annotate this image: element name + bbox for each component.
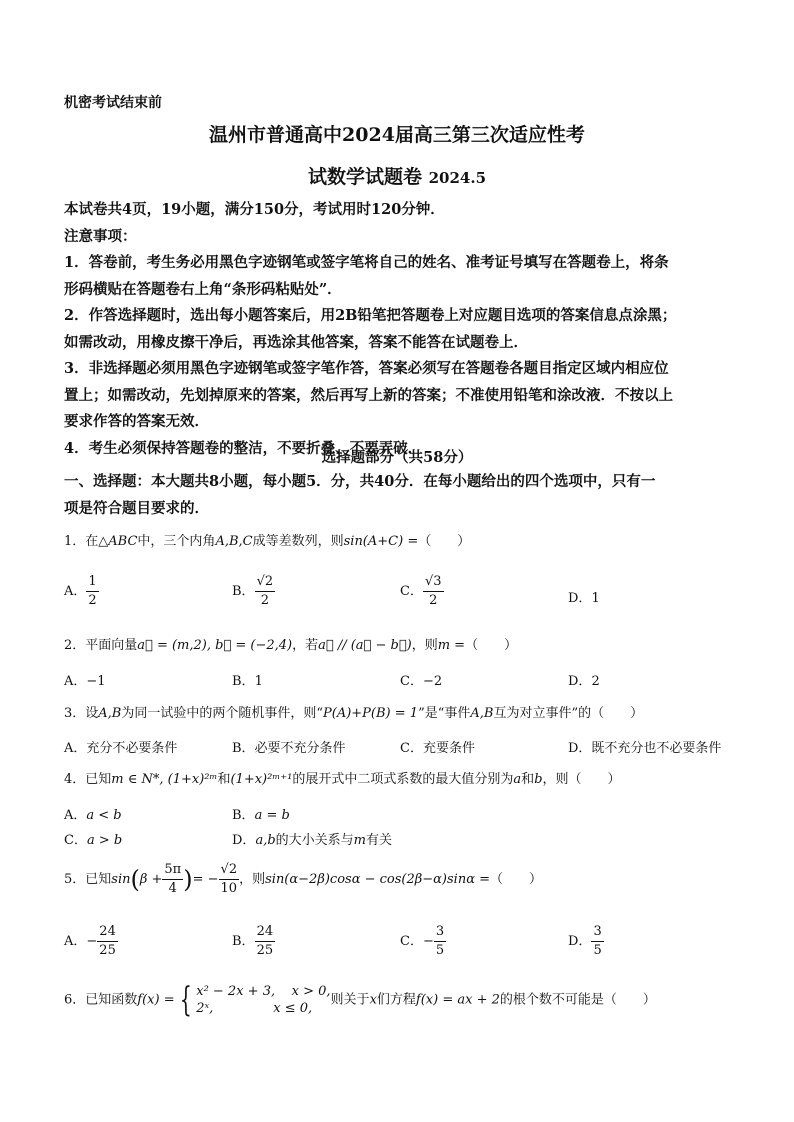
fraction — [255, 923, 276, 960]
note-2-line1: 2．作答选择题时，选出每小题答案后，用2B铅笔把答题卷上对应题目选项的答案信息点涂黑； — [64, 307, 677, 324]
note-1-line2: 形码横贴在答题卷右上角“条形码粘贴处”． — [64, 280, 342, 298]
q3-vars: A,B — [98, 706, 122, 721]
q5-fraction — [162, 861, 183, 898]
q1-text-post: 成等差数列，则 — [252, 534, 344, 549]
q1-option-a — [64, 573, 99, 610]
q1-text-mid: 中，三个内角 — [137, 534, 216, 549]
q4-and: 和 — [217, 772, 231, 787]
q4-expr2: (1+x)²ᵐ⁺¹ — [230, 772, 293, 787]
q6-eq: f(x) = ax + 2 — [415, 992, 500, 1008]
confidential-label: 机密考试结束前 — [64, 95, 162, 111]
section-intro — [64, 469, 736, 522]
q1-vars: A,B,C — [215, 534, 253, 549]
denominator: 2 — [260, 593, 269, 608]
q4-option-d — [232, 829, 392, 848]
q6-piece-2 — [196, 1000, 330, 1017]
q6-piecewise — [196, 983, 330, 1017]
q5-eq: = − — [192, 872, 219, 887]
option-label: B． — [232, 808, 255, 823]
option-label: D． — [568, 934, 592, 949]
option-value: 2 — [591, 674, 600, 689]
denominator: 25 — [99, 943, 116, 958]
fraction — [423, 573, 444, 610]
exam-title-line1: 温州市普通高中2024届高三第三次适应性考 — [209, 124, 585, 146]
q3-option-b: B．必要不充分条件 — [232, 741, 346, 756]
q2-vectors: a⃗ = (m,2), b⃗ = (−2,4) — [137, 638, 293, 653]
numerator: 3 — [434, 923, 446, 942]
q4-option-c — [64, 829, 122, 848]
q6-piece-1 — [196, 983, 330, 1000]
option-label: C． — [400, 584, 423, 599]
q4-text-post: ，则（ ） — [542, 772, 621, 787]
q5-text-mid: ，则 — [239, 872, 266, 887]
q5-right-paren: ) — [183, 865, 193, 894]
numerator: 24 — [97, 923, 118, 942]
option-value: a = b — [254, 808, 290, 823]
option-label: D． — [568, 674, 592, 689]
q3-text: 3．设 — [64, 706, 99, 721]
fraction — [97, 923, 118, 960]
option-label: A． — [64, 584, 87, 599]
numerator: 1 — [86, 573, 98, 592]
q6-text-post: 的根个数不可能是（ ） — [499, 992, 656, 1008]
q1-expr: sin(A+C) = — [343, 534, 419, 549]
option-value: 1 — [591, 591, 600, 606]
q4-text-mid: 的展开式中二项式系数的最大值分别为 — [292, 772, 514, 787]
option-label: C． — [400, 934, 423, 949]
q5-blank: （ ） — [490, 872, 543, 887]
denominator: 5 — [593, 943, 602, 958]
note-1-line1: 1．答卷前，考生务必用黑色字迹钢笔或签字笔将自己的姓名、准考证号填写在答题卷上，将条 — [64, 254, 669, 271]
q2-text: 2．平面向量 — [64, 638, 138, 653]
option-label: B． — [232, 584, 255, 599]
option-vars: a,b — [255, 833, 276, 848]
q4-text: 4．已知 — [64, 772, 112, 787]
denominator: 2 — [429, 593, 438, 608]
q3-text-post: 互为对立事件”的（ ） — [493, 706, 644, 721]
q3-option-c: C．充要条件 — [400, 741, 475, 756]
q5-text: 5．已知 — [64, 872, 112, 887]
numerator: √2 — [219, 861, 240, 880]
q3-text-mid2: ”是“事件 — [418, 706, 471, 721]
q5-left-paren: ( — [130, 865, 140, 894]
option-label: A． — [64, 934, 87, 949]
fraction — [255, 573, 276, 610]
section-intro-line2: 项是符合题目要求的． — [64, 499, 209, 517]
q4-option-a — [64, 804, 122, 823]
denominator: 4 — [168, 881, 177, 896]
q2-condition: a⃗ // (a⃗ − b⃗) — [318, 638, 412, 653]
instructions — [64, 197, 736, 462]
question-5-stem — [64, 861, 542, 898]
q2-text-post: ，则 — [411, 638, 438, 653]
q4-b: b — [534, 772, 543, 787]
option-value: 1 — [254, 674, 263, 689]
q2-m: m = — [437, 638, 466, 653]
q1-triangle: ABC — [108, 534, 138, 549]
numerator: √3 — [423, 573, 444, 592]
q4-option-b — [232, 804, 290, 823]
q5-option-c — [400, 923, 446, 960]
q3-option-d: D．既不充分也不必要条件 — [568, 741, 722, 756]
q1-option-d — [568, 587, 600, 606]
question-6-stem — [64, 980, 656, 1020]
numerator: 24 — [255, 923, 276, 942]
q6-text-mid2: 们方程 — [376, 992, 416, 1008]
q3-text-mid: 为同一试验中的两个随机事件，则“ — [121, 706, 324, 721]
q2-option-a — [64, 670, 106, 689]
q6-f: f(x) = — [137, 992, 175, 1008]
note-4: 4．考生必须保持答题卷的整洁，不要折叠、不要弄破． — [64, 439, 423, 457]
q3-option-a: A．充分不必要条件 — [64, 741, 178, 756]
option-sign: − — [422, 934, 434, 949]
fraction — [434, 923, 446, 960]
q2-option-d — [568, 670, 600, 689]
q5-option-b — [232, 923, 275, 960]
section-intro-line1: 一、选择题：本大题共8小题，每小题5．分，共40分．在每小题给出的四个选项中，只有一 — [64, 473, 656, 490]
question-1-stem — [64, 530, 470, 549]
option-label: B． — [232, 674, 255, 689]
question-3-stem — [64, 702, 643, 721]
question-2-stem — [64, 634, 517, 653]
option-label: D． — [568, 591, 592, 606]
q1-option-b — [232, 573, 275, 610]
denominator: 2 — [88, 593, 97, 608]
piece-expr: x² − 2x + 3, — [196, 984, 276, 999]
denominator: 25 — [256, 943, 274, 958]
q2-blank: （ ） — [465, 638, 518, 653]
q2-option-c — [400, 670, 442, 689]
option-tail: 有关 — [366, 833, 393, 848]
option-value: a > b — [86, 833, 123, 848]
q6-text: 6．已知函数 — [64, 992, 138, 1008]
option-label: B． — [232, 934, 255, 949]
q3-expr: P(A)+P(B) = 1 — [323, 706, 419, 721]
q6-text-mid: 则关于 — [330, 992, 370, 1008]
option-m: m — [353, 833, 366, 848]
option-label: C． — [400, 674, 423, 689]
option-label: A． — [64, 808, 87, 823]
q5-beta: β + — [139, 872, 163, 887]
denominator: 5 — [435, 943, 445, 958]
note-3-line2: 置上；如需改动，先划掉原来的答案，然后再写上新的答案；不准使用铅笔和涂改液．不按以上 — [64, 386, 673, 404]
q5-expr: sin(α−2β)cosα − cos(2β−α)sinα = — [265, 872, 491, 887]
note-2-line2: 如需改动，用橡皮擦干净后，再选涂其他答案，答案不能答在试题卷上． — [64, 333, 528, 351]
option-sign: − — [86, 934, 98, 949]
q1-option-c — [400, 573, 444, 610]
note-3-line1: 3．非选择题必须用黑色字迹钢笔或签字笔作答，答案必须写在答题卷各题目指定区域内相应位 — [64, 360, 669, 377]
numerator: √2 — [255, 573, 276, 592]
denominator: 10 — [220, 881, 238, 896]
q3-vars2: A,B — [470, 706, 494, 721]
q1-text: 1．在△ — [64, 534, 109, 549]
piece-cond: x > 0, — [291, 984, 331, 999]
option-value: −1 — [86, 674, 106, 689]
option-label: D． — [232, 833, 256, 848]
q6-x: x — [369, 992, 377, 1008]
piece-cond: x ≤ 0, — [273, 1001, 313, 1016]
q6-brace: { — [179, 980, 192, 1020]
q5-option-d — [568, 923, 604, 960]
section-title: 选择题部分（共58分） — [321, 449, 473, 466]
q4-expr: m ∈ N*, (1+x)²ᵐ — [111, 772, 218, 787]
q4-and2: 和 — [521, 772, 535, 787]
option-label: A． — [64, 674, 87, 689]
option-value: a < b — [86, 808, 122, 823]
q2-option-b — [232, 670, 263, 689]
option-label: C． — [64, 833, 87, 848]
exam-summary: 本试卷共4页，19小题，满分150分，考试用时120分钟． — [64, 201, 445, 218]
notes-heading: 注意事项： — [64, 227, 137, 245]
q4-a: a — [513, 772, 522, 787]
numerator: 3 — [591, 923, 603, 942]
option-value: −2 — [422, 674, 443, 689]
q5-sin: sin — [111, 872, 131, 887]
title-text: 试数学试题卷 — [307, 166, 422, 188]
title-year: 2024.5 — [428, 169, 487, 187]
q2-text-mid: ，若 — [292, 638, 319, 653]
q5-rhs-fraction — [219, 861, 240, 898]
fraction — [86, 573, 98, 610]
exam-title-line2 — [0, 162, 794, 189]
note-3-line3: 要求作答的答案无效． — [64, 413, 209, 430]
q5-option-a — [64, 923, 118, 960]
numerator: 5π — [162, 861, 183, 880]
question-4-stem — [64, 768, 621, 787]
q1-blank: （ ） — [418, 534, 471, 549]
piece-expr: 2ˣ, — [196, 1001, 214, 1016]
option-text: 的大小关系与 — [275, 833, 354, 848]
fraction — [591, 923, 603, 960]
